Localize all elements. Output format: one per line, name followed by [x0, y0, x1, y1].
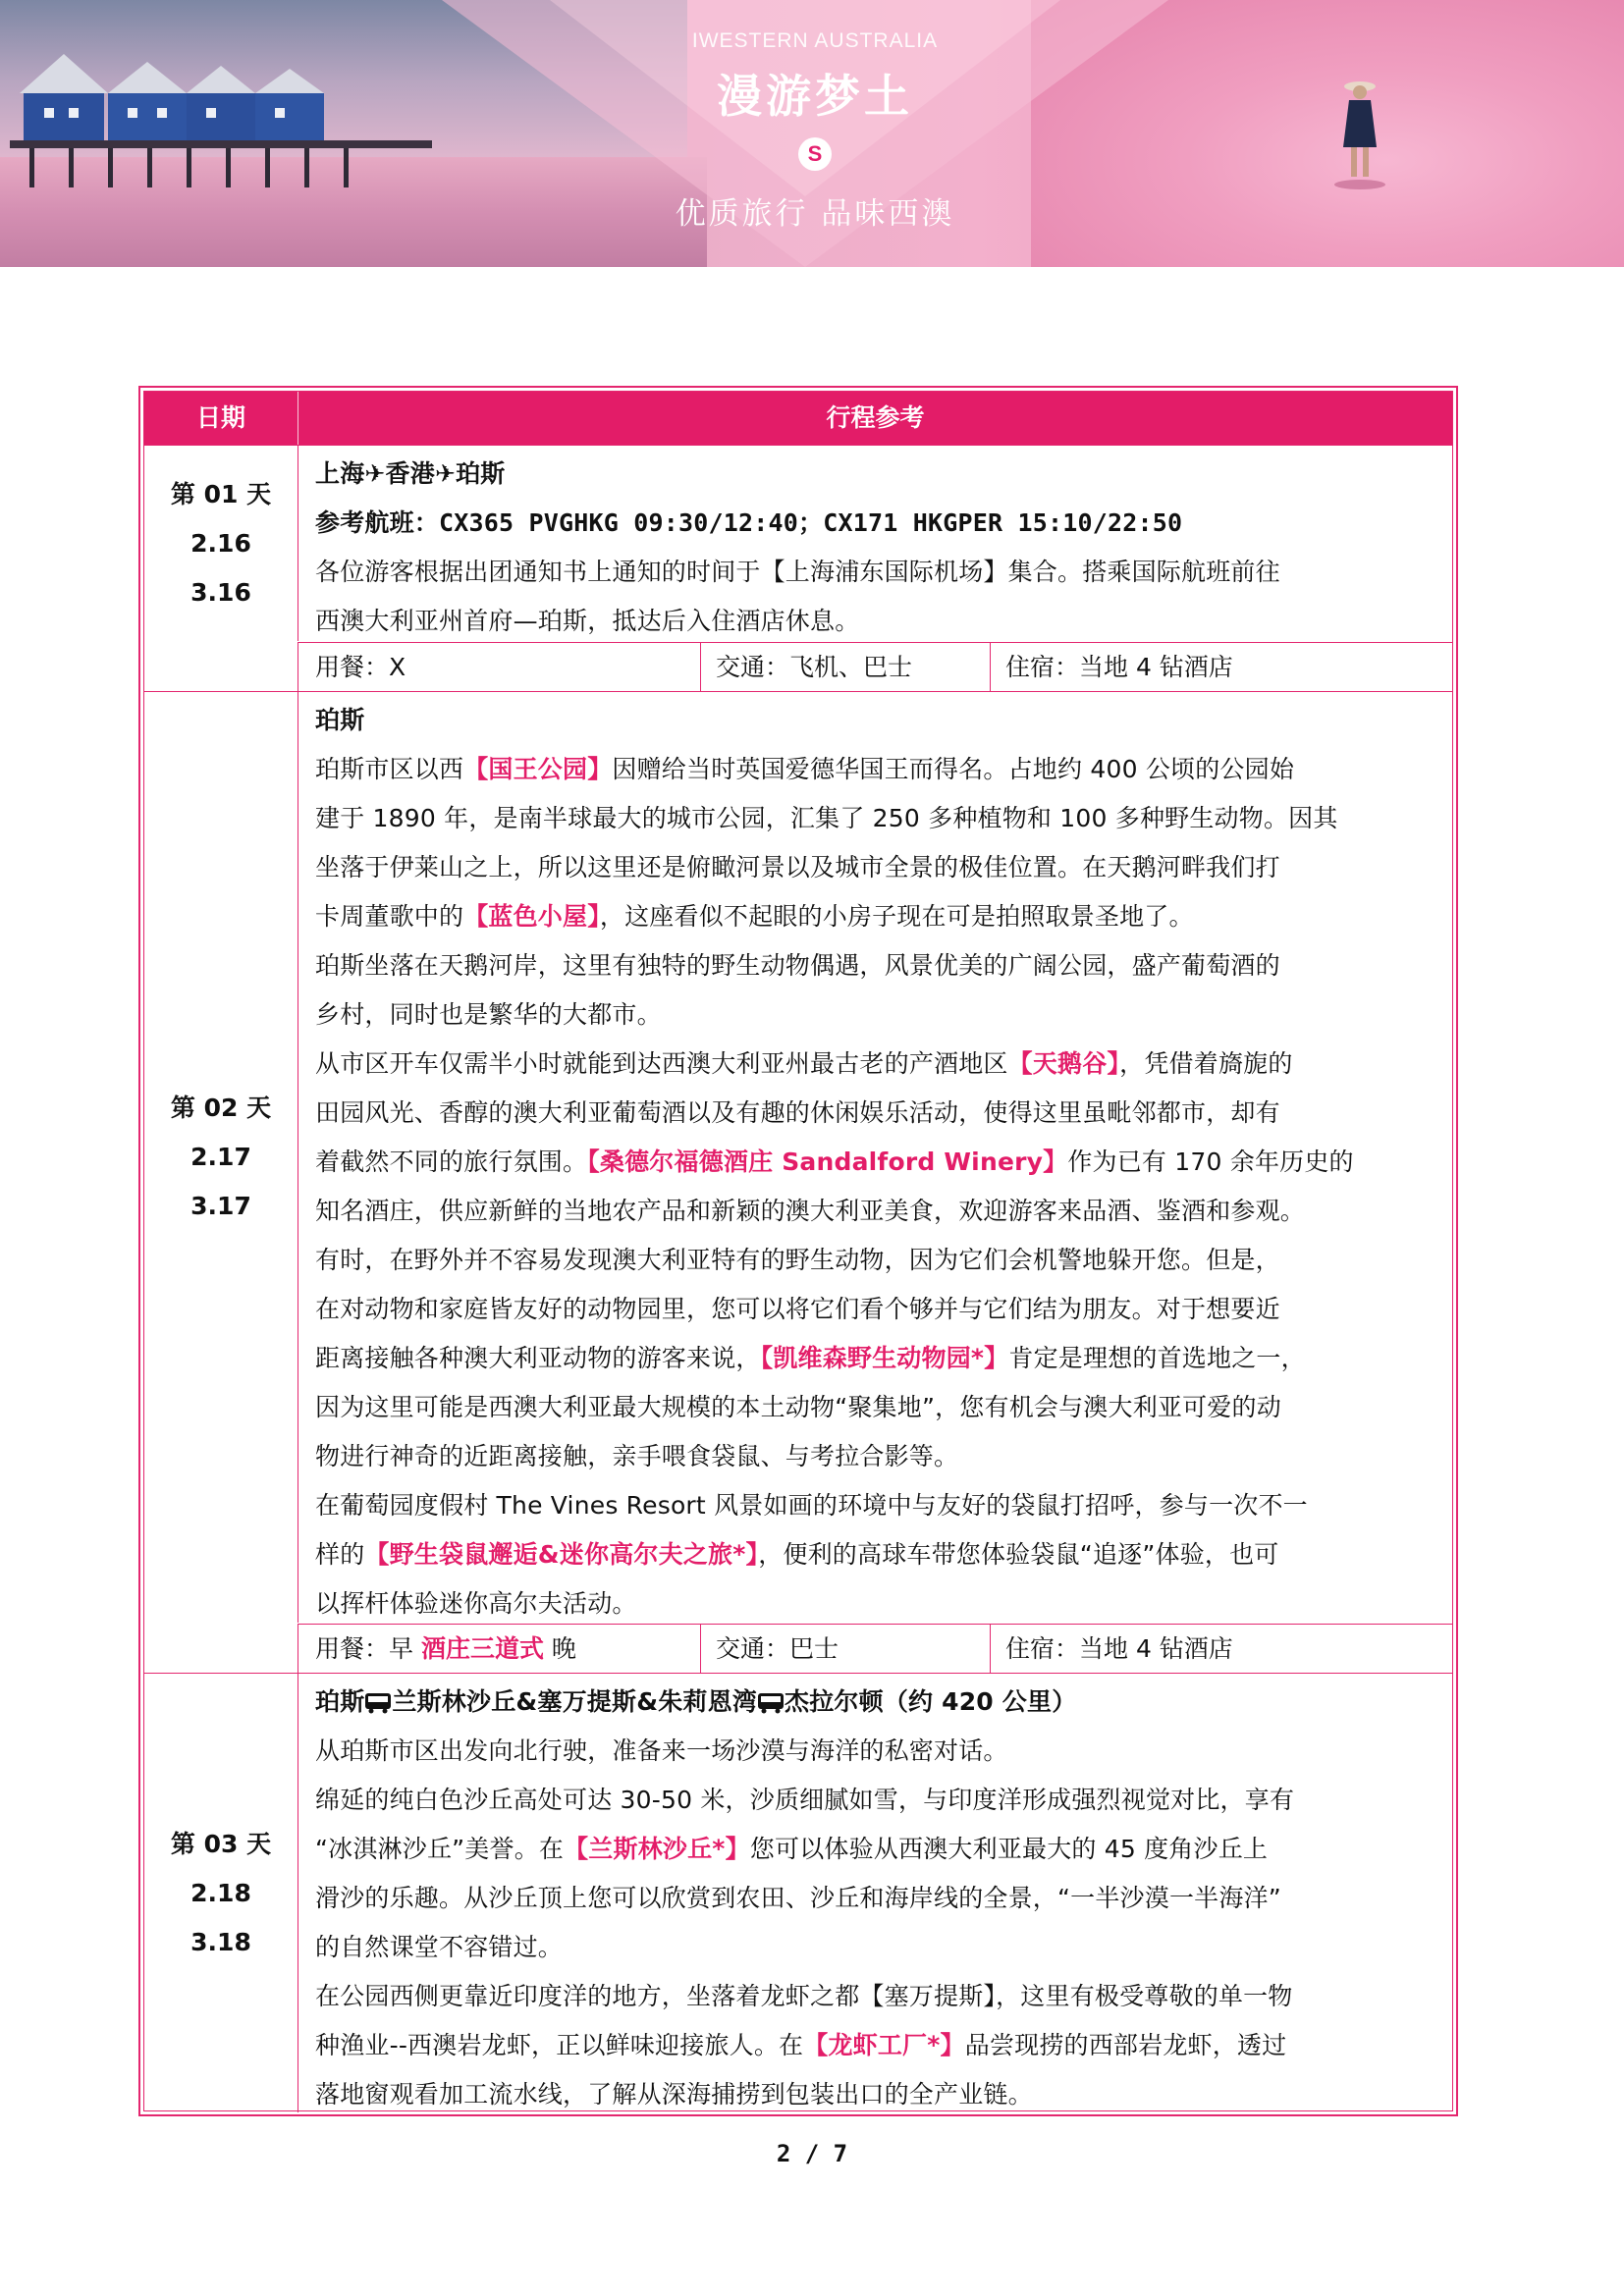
bus-icon — [757, 1692, 785, 1714]
day-text-line: “冰淇淋沙丘”美誉。在【兰斯林沙丘*】您可以体验从西澳大利亚最大的 45 度角沙丘上 — [315, 1835, 1269, 1863]
bus-icon — [364, 1692, 392, 1714]
day-text-line: 落地窗观看加工流水线，了解从深海捕捞到包装出口的全产业链。 — [315, 2080, 1033, 2109]
highlight-kings-park: 【国王公园】 — [463, 755, 613, 783]
day-text-line: 绵延的纯白色沙丘高处可达 30-50 米，沙质细腻如雪，与印度洋形成强烈视觉对比，享有 — [315, 1786, 1295, 1814]
day-content — [298, 692, 1452, 1629]
boathouse-jetty-image — [10, 54, 432, 201]
person-in-lake-image — [1326, 79, 1394, 196]
day-text-line: 西澳大利亚州首府—珀斯，抵达后入住酒店休息。 — [315, 607, 860, 635]
day-text-line: 乡村，同时也是繁华的大都市。 — [315, 1000, 662, 1029]
day-text-line: 在对动物和家庭皆友好的动物园里，您可以将它们看个够并与它们结为朋友。对于想要近 — [315, 1295, 1280, 1323]
day-row-1 — [144, 445, 1452, 691]
day-label: 第 01 天 — [170, 479, 272, 508]
day-text-line: 卡周董歌中的【蓝色小屋】，这座看似不起眼的小房子现在可是拍照取景圣地了。 — [315, 902, 1194, 931]
day-date-2: 3.16 — [190, 577, 251, 607]
brand-logo-icon: S — [798, 137, 832, 171]
day-text-line: 田园风光、香醇的澳大利亚葡萄酒以及有趣的休闲娱乐活动，使得这里虽毗邻都市，却有 — [315, 1098, 1280, 1127]
day-text-line: 在公园西侧更靠近印度洋的地方，坐落着龙虾之都【塞万提斯】，这里有极受尊敬的单一物 — [315, 1982, 1293, 2010]
day-label-cell — [144, 446, 298, 641]
day-content — [298, 446, 1452, 646]
highlight-lobster-shack: 【龙虾工厂*】 — [803, 2031, 965, 2059]
day-text-line: 着截然不同的旅行氛围。【桑德尔福德酒庄 Sandalford Winery】作为已有 170 余年历史的 — [315, 1148, 1354, 1176]
highlight-swan-valley: 【天鹅谷】 — [1007, 1049, 1120, 1078]
day-text-line: 从市区开车仅需半小时就能到达西澳大利亚州最古老的产酒地区【天鹅谷】，凭借着旖旎的 — [315, 1049, 1293, 1078]
day-text-line: 珀斯坐落在天鹅河岸，这里有独特的野生动物偶遇，风景优美的广阔公园，盛产葡萄酒的 — [315, 951, 1280, 980]
transport-info: 交通：飞机、巴士 — [701, 643, 991, 692]
day-services-row — [298, 642, 1452, 693]
banner-subtitle: IWESTERN AUSTRALIA — [691, 29, 939, 52]
highlight-caversham-wildlife-park: 【凯维森野生动物园*】 — [760, 1344, 1009, 1372]
header-itinerary: 行程参考 — [826, 403, 925, 432]
day-label-cell-tail — [144, 1624, 298, 1673]
day-row-2 — [144, 691, 1452, 1673]
meal-info: 用餐：X — [298, 643, 701, 692]
day-text-line: 建于 1890 年，是南半球最大的城市公园，汇集了 250 多种植物和 100 多种野生动物。因其 — [315, 804, 1338, 832]
day-text-line: 有时，在野外并不容易发现澳大利亚特有的野生动物，因为它们会机警地躲开您。但是， — [315, 1246, 1280, 1274]
day-label: 第 02 天 — [170, 1094, 272, 1122]
header-date: 日期 — [144, 392, 298, 445]
flight-info: 参考航班：CX365 PVGHKG 09:30/12:40；CX171 HKGPER 15:10/22:50 — [315, 508, 1183, 537]
page-number: 2 / 7 — [776, 2140, 848, 2167]
day-text-line: 珀斯市区以西【国王公园】因赠给当时英国爱德华国王而得名。占地约 400 公顷的公园始 — [315, 755, 1295, 783]
day-text-line: 因为这里可能是西澳大利亚最大规模的本土动物“聚集地”，您有机会与澳大利亚可爱的动 — [315, 1393, 1281, 1421]
day-text-line: 的自然课堂不容错过。 — [315, 1933, 564, 1961]
itinerary-table — [138, 386, 1458, 2116]
day-label-cell-tail — [144, 642, 298, 691]
day-date-1: 2.16 — [190, 528, 251, 558]
hotel-info: 住宿：当地 4 钻酒店 — [1005, 653, 1233, 681]
banner-text-block — [609, 29, 1021, 233]
banner-slogan: 优质旅行 品味西澳 — [675, 196, 955, 232]
meal-info: 用餐：早 酒庄三道式 晚 — [298, 1625, 701, 1674]
day-date-2: 3.18 — [190, 1927, 251, 1956]
day-label-cell — [144, 692, 298, 1623]
day-date-2: 3.17 — [190, 1192, 251, 1220]
day-date-1: 2.18 — [190, 1878, 251, 1907]
day-text-line: 物进行神奇的近距离接触，亲手喂食袋鼠、与考拉合影等。 — [315, 1442, 959, 1470]
day-text-line: 滑沙的乐趣。从沙丘顶上您可以欣赏到农田、沙丘和海岸线的全景，“一半沙漠一半海洋” — [315, 1884, 1281, 1912]
highlight-blue-boathouse: 【蓝色小屋】 — [463, 902, 600, 931]
day-text-line: 以挥杆体验迷你高尔夫活动。 — [315, 1589, 637, 1618]
route-title: 上海✈香港✈珀斯 — [315, 459, 506, 488]
day-text-line: 在葡萄园度假村 The Vines Resort 风景如画的环境中与友好的袋鼠打招呼，参与一次不一 — [315, 1491, 1308, 1520]
day-text-line: 知名酒庄，供应新鲜的当地农产品和新颖的澳大利亚美食，欢迎游客来品酒、鉴酒和参观。 — [315, 1197, 1306, 1225]
route-title: 珀斯 — [315, 706, 365, 734]
banner-title: 漫游梦土 — [717, 70, 913, 123]
day-text-line: 坐落于伊莱山之上，所以这里还是俯瞰河景以及城市全景的极佳位置。在天鹅河畔我们打 — [315, 853, 1280, 881]
hotel-info: 住宿：当地 4 钻酒店 — [1005, 1634, 1233, 1663]
day-text-line: 从珀斯市区出发向北行驶，准备来一场沙漠与海洋的私密对话。 — [315, 1736, 1008, 1765]
highlight-winery-lunch: 酒庄三道式 — [420, 1634, 544, 1663]
day-text-line: 种渔业--西澳岩龙虾，正以鲜味迎接旅人。在【龙虾工厂*】品尝现捞的西部岩龙虾，透过 — [315, 2031, 1287, 2059]
day-date-1: 2.17 — [190, 1143, 251, 1171]
table-header — [144, 392, 1452, 445]
day-label-cell — [144, 1674, 298, 2112]
header-banner — [0, 0, 1624, 267]
highlight-kangaroo-golf-tour: 【野生袋鼠邂逅&迷你高尔夫之旅*】 — [364, 1540, 759, 1569]
day-text-line: 样的【野生袋鼠邂逅&迷你高尔夫之旅*】，便利的高球车带您体验袋鼠“追逐”体验，也可 — [315, 1540, 1279, 1569]
day-text-line: 各位游客根据出团通知书上通知的时间于【上海浦东国际机场】集合。搭乘国际航班前往 — [315, 558, 1280, 586]
day-content — [298, 1674, 1452, 2119]
highlight-lancelin-dunes: 【兰斯林沙丘*】 — [564, 1835, 750, 1863]
day-text-line: 距离接触各种澳大利亚动物的游客来说，【凯维森野生动物园*】肯定是理想的首选地之一， — [315, 1344, 1306, 1372]
highlight-sandalford-winery: 【桑德尔福德酒庄 Sandalford Winery】 — [587, 1148, 1068, 1176]
route-title: 珀斯 兰斯林沙丘&塞万提斯&朱莉恩湾 杰拉尔顿（约 420 公里） — [315, 1687, 1077, 1716]
day-row-3 — [144, 1673, 1452, 2112]
day-label: 第 03 天 — [170, 1829, 272, 1858]
transport-info: 交通：巴士 — [701, 1625, 991, 1674]
day-services-row — [298, 1624, 1452, 1675]
